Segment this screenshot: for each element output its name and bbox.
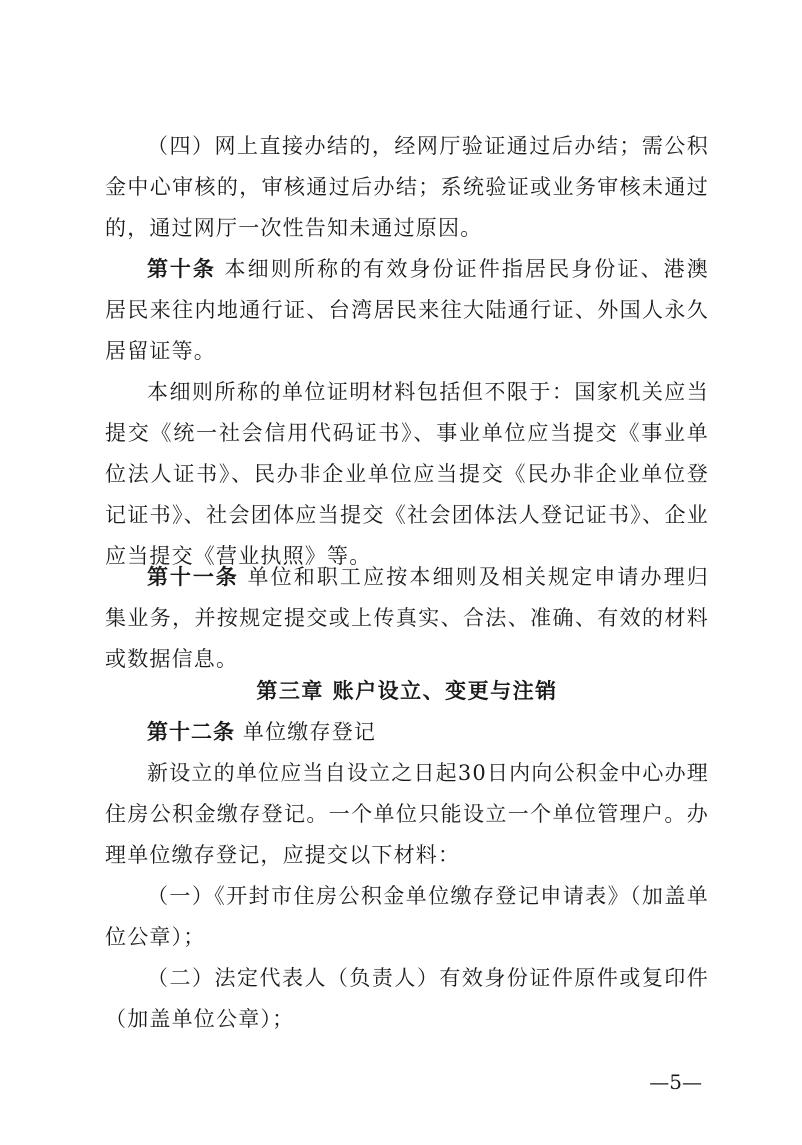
section-title: 单位缴存登记	[242, 720, 377, 744]
paragraph-online-completion	[105, 126, 709, 249]
article-number: 第十条	[147, 257, 216, 281]
paragraph-registration	[105, 753, 709, 876]
paragraph-item-2	[105, 958, 709, 1040]
page-number: —5—	[649, 1070, 702, 1094]
paragraph-item-1	[105, 876, 709, 958]
paragraph-text: 新设立的单位应当自设立之日起30日内向公积金中心办理住房公积金缴存登记。一个单位只能设立一个单位管理户。办理单位缴存登记，应提交以下材料：	[105, 761, 709, 867]
paragraph-text: 单位和职工应按本细则及相关规定申请办理归集业务，并按规定提交或上传真实、合法、准确、有效的材料或数据信息。	[105, 565, 709, 671]
paragraph-text: （二）法定代表人（负责人）有效身份证件原件或复印件（加盖单位公章）；	[105, 966, 709, 1031]
article-number: 第十二条	[147, 720, 235, 744]
paragraph-article-11	[105, 557, 709, 680]
article-number: 第十一条	[147, 565, 239, 589]
paragraph-text: 本细则所称的有效身份证件指居民身份证、港澳居民来往内地通行证、台湾居民来往大陆通行证、外国人永久居留证等。	[105, 257, 710, 363]
paragraph-text: 本细则所称的单位证明材料包括但不限于：国家机关应当提交《统一社会信用代码证书》、事业单位应当提交《事业单位法人证书》、民办非企业单位应当提交《民办非企业单位登记证书》、社会团体应当提交《社会团体法人登记证书》、企业应当提交《营业执照》等。	[105, 380, 709, 568]
paragraph-text: （四）网上直接办结的，经网厅验证通过后办结；需公积金中心审核的，审核通过后办结；系统验证或业务审核未通过的，通过网厅一次性告知未通过原因。	[105, 134, 709, 240]
paragraph-unit-certificates	[105, 372, 709, 577]
paragraph-article-10	[105, 249, 709, 372]
paragraph-text: （一）《开封市住房公积金单位缴存登记申请表》（加盖单位公章）；	[105, 884, 709, 949]
section-article-12	[105, 712, 709, 753]
chapter-title: 第三章 账户设立、变更与注销	[256, 679, 558, 703]
